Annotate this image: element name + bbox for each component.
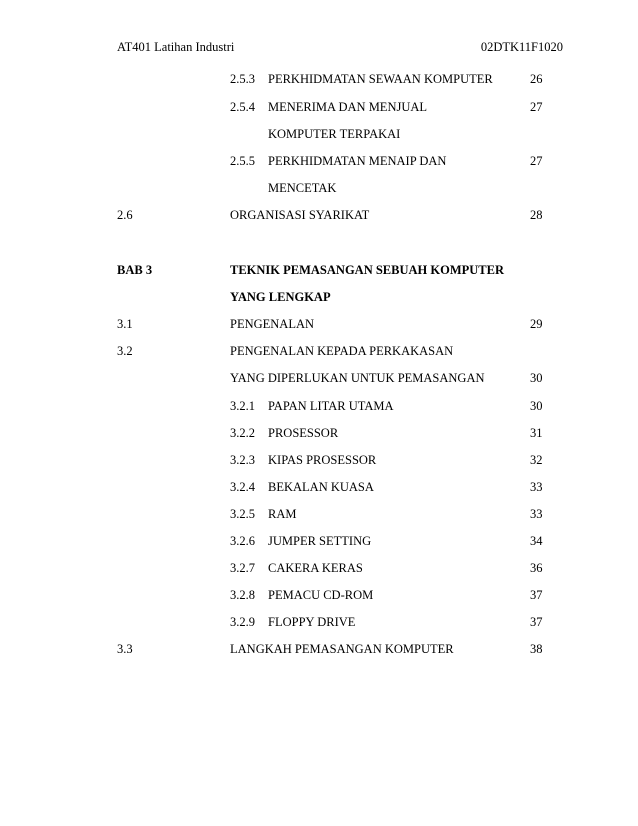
toc-page-number: 30 [530,399,543,413]
toc-subsection-title: MENCETAK [268,181,337,195]
toc-row [0,451,638,469]
toc-section-number: 3.2 [117,344,133,358]
toc-row [0,586,638,604]
toc-subsection-title: KOMPUTER TERPAKAI [268,127,401,141]
toc-subsection-title: PEMACU CD-ROM [268,588,374,602]
toc-row [0,478,638,496]
toc-subsection-title: JUMPER SETTING [268,534,372,548]
toc-section-title: ORGANISASI SYARIKAT [230,208,370,222]
toc-subsection-title: RAM [268,507,297,521]
toc-subsection-number: 3.2.7 [230,561,255,575]
toc-row [0,424,638,442]
toc-subsection-title: PAPAN LITAR UTAMA [268,399,394,413]
toc-section-title: PENGENALAN [230,317,315,331]
toc-row [0,613,638,631]
toc-subsection-number: 3.2.1 [230,399,255,413]
toc-chapter-title: YANG LENGKAP [230,290,331,304]
toc-page-number: 33 [530,507,543,521]
toc-page-number: 31 [530,426,543,440]
toc-row [0,559,638,577]
toc-chapter-title: TEKNIK PEMASANGAN SEBUAH KOMPUTER [230,263,504,277]
toc-page-number: 27 [530,100,543,114]
toc-section-title: YANG DIPERLUKAN UNTUK PEMASANGAN [230,371,485,385]
toc-subsection-number: 3.2.9 [230,615,255,629]
toc-row-continuation [0,369,638,387]
toc-page-number: 29 [530,317,543,331]
header-left: AT401 Latihan Industri [117,40,235,54]
toc-chapter-number: BAB 3 [117,263,153,277]
toc-subsection-title: CAKERA KERAS [268,561,363,575]
toc-page-number: 36 [530,561,543,575]
toc-row-continuation [0,179,638,197]
toc-row [0,397,638,415]
toc-subsection-number: 3.2.3 [230,453,255,467]
toc-subsection-number: 2.5.4 [230,100,255,114]
toc-row-continuation [0,125,638,143]
toc-subsection-title: MENERIMA DAN MENJUAL [268,100,428,114]
toc-page-number: 27 [530,154,543,168]
toc-row [0,532,638,550]
toc-subsection-number: 2.5.3 [230,72,255,86]
toc-section-title: LANGKAH PEMASANGAN KOMPUTER [230,642,454,656]
toc-row [0,315,638,333]
toc-page-number: 37 [530,615,543,629]
toc-subsection-number: 3.2.4 [230,480,255,494]
toc-chapter-row-continuation [0,288,638,306]
toc-page-number: 37 [530,588,543,602]
toc-page-number: 34 [530,534,543,548]
toc-subsection-title: PERKHIDMATAN MENAIP DAN [268,154,447,168]
toc-chapter-row [0,261,638,279]
toc-row [0,342,638,360]
toc-subsection-number: 3.2.8 [230,588,255,602]
toc-page-number: 32 [530,453,543,467]
toc-row [0,152,638,170]
toc-row [0,206,638,224]
header-right: 02DTK11F1020 [480,40,563,54]
toc-subsection-title: KIPAS PROSESSOR [268,453,377,467]
toc-section-number: 3.1 [117,317,133,331]
toc-subsection-number: 3.2.6 [230,534,255,548]
toc-subsection-title: BEKALAN KUASA [268,480,374,494]
toc-page-number: 26 [530,72,543,86]
toc-row [0,70,638,88]
toc-section-number: 2.6 [117,208,133,222]
toc-row [0,505,638,523]
toc-page-number: 30 [530,371,543,385]
toc-subsection-number: 3.2.5 [230,507,255,521]
toc-subsection-number: 2.5.5 [230,154,255,168]
toc-subsection-title: PERKHIDMATAN SEWAAN KOMPUTER [268,72,493,86]
toc-row [0,98,638,116]
toc-section-number: 3.3 [117,642,133,656]
toc-subsection-title: PROSESSOR [268,426,339,440]
toc-page-number: 33 [530,480,543,494]
toc-page-number: 38 [530,642,543,656]
toc-row [0,640,638,658]
toc-page-number: 28 [530,208,543,222]
toc-section-title: PENGENALAN KEPADA PERKAKASAN [230,344,454,358]
toc-subsection-number: 3.2.2 [230,426,255,440]
toc-subsection-title: FLOPPY DRIVE [268,615,356,629]
